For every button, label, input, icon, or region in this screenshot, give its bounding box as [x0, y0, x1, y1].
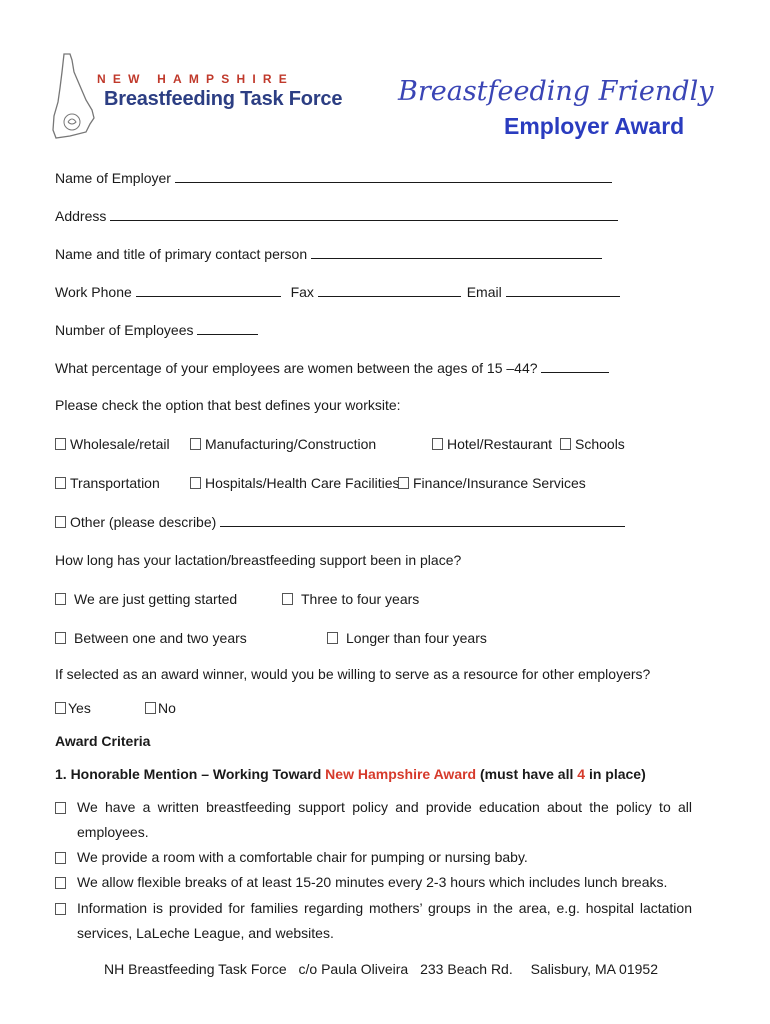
- percentage-label: What percentage of your employees are women between the ages of 15 –44?: [55, 360, 538, 376]
- employees-input-line[interactable]: [197, 322, 258, 335]
- checkbox[interactable]: [55, 702, 66, 714]
- employees-field: [55, 322, 258, 338]
- checkbox[interactable]: [55, 477, 66, 489]
- address-field: [55, 208, 618, 224]
- worksite-option[interactable]: Transportation: [55, 475, 160, 491]
- page-title: Breastfeeding Friendly: [398, 76, 714, 107]
- checkbox[interactable]: [190, 438, 201, 450]
- phone-fax-email-row: [55, 284, 620, 300]
- worksite-option[interactable]: Hospitals/Health Care Facilities: [190, 475, 400, 491]
- checkbox[interactable]: [55, 438, 66, 450]
- checkbox[interactable]: [55, 632, 66, 644]
- logo-state-text: NEW HAMPSHIRE: [97, 72, 294, 86]
- criteria-checkbox[interactable]: [55, 802, 66, 814]
- footer-street: 233 Beach Rd.: [420, 961, 513, 977]
- worksite-question: Please check the option that best defines your worksite:: [55, 397, 401, 413]
- employer-field: [55, 170, 612, 186]
- resource-question: If selected as an award winner, would you be willing to serve as a resource for other employers?: [55, 666, 651, 682]
- employer-label: Name of Employer: [55, 170, 171, 186]
- fax-label: Fax: [290, 284, 314, 300]
- support-option[interactable]: Longer than four years: [327, 630, 487, 646]
- footer-city: Salisbury, MA 01952: [530, 961, 658, 977]
- checkbox[interactable]: [190, 477, 201, 489]
- contact-field: [55, 246, 602, 262]
- new-hampshire-map-icon: [50, 52, 98, 140]
- phone-input-line[interactable]: [136, 284, 281, 297]
- address-label: Address: [55, 208, 107, 224]
- footer-address: [104, 961, 658, 977]
- phone-label: Work Phone: [55, 284, 132, 300]
- checkbox[interactable]: [145, 702, 156, 714]
- other-label: Other (please describe): [70, 514, 217, 530]
- resource-no[interactable]: No: [145, 700, 176, 716]
- worksite-other: [55, 514, 625, 530]
- logo-org-name: Breastfeeding Task Force: [104, 88, 343, 110]
- checkbox[interactable]: [432, 438, 443, 450]
- footer-org: NH Breastfeeding Task Force: [104, 961, 287, 977]
- other-input-line[interactable]: [220, 514, 625, 527]
- fax-input-line[interactable]: [318, 284, 461, 297]
- checkbox[interactable]: [398, 477, 409, 489]
- checkbox[interactable]: [282, 593, 293, 605]
- criteria-checkbox[interactable]: [55, 877, 66, 889]
- employer-input-line[interactable]: [175, 170, 612, 183]
- support-option[interactable]: Three to four years: [282, 591, 419, 607]
- checkbox[interactable]: [55, 593, 66, 605]
- award-name: New Hampshire Award: [325, 766, 477, 782]
- criteria-heading: Award Criteria: [55, 733, 151, 749]
- criteria-item: We have a written breastfeeding support policy and provide education about the policy to all employees.: [77, 799, 692, 840]
- contact-input-line[interactable]: [311, 246, 602, 259]
- worksite-option[interactable]: Finance/Insurance Services: [398, 475, 586, 491]
- criteria-checkbox[interactable]: [55, 903, 66, 915]
- worksite-option[interactable]: Manufacturing/Construction: [190, 436, 376, 452]
- email-input-line[interactable]: [506, 284, 620, 297]
- support-option[interactable]: We are just getting started: [55, 591, 237, 607]
- support-question: How long has your lactation/breastfeeding support been in place?: [55, 552, 462, 568]
- employees-label: Number of Employees: [55, 322, 194, 338]
- email-label: Email: [466, 284, 502, 300]
- criteria-item: We allow flexible breaks of at least 15-20 minutes every 2-3 hours which includes lunch breaks.: [77, 874, 668, 890]
- page-subtitle: Employer Award: [504, 113, 685, 139]
- required-count: 4: [577, 766, 586, 782]
- address-input-line[interactable]: [110, 208, 618, 221]
- worksite-option[interactable]: Hotel/Restaurant: [432, 436, 552, 452]
- checkbox[interactable]: [55, 516, 66, 528]
- checkbox[interactable]: [560, 438, 571, 450]
- contact-label: Name and title of primary contact person: [55, 246, 308, 262]
- worksite-option[interactable]: Wholesale/retail: [55, 436, 170, 452]
- criteria-checkbox[interactable]: [55, 852, 66, 864]
- criteria-level-heading: 1. Honorable Mention – Working Toward New Hampshire Award (must have all 4 in place): [55, 766, 646, 782]
- criteria-item: We provide a room with a comfortable chair for pumping or nursing baby.: [77, 849, 528, 865]
- support-option[interactable]: Between one and two years: [55, 630, 247, 646]
- checkbox[interactable]: [327, 632, 338, 644]
- percentage-input-line[interactable]: [541, 360, 609, 373]
- criteria-item: Information is provided for families regarding mothers’ groups in the area, e.g. hospital lactation services, LaLeche League, and websites.: [77, 900, 692, 941]
- footer-contact: c/o Paula Oliveira: [298, 961, 409, 977]
- worksite-option[interactable]: Schools: [560, 436, 625, 452]
- resource-yes[interactable]: Yes: [55, 700, 91, 716]
- percentage-field: [55, 360, 609, 376]
